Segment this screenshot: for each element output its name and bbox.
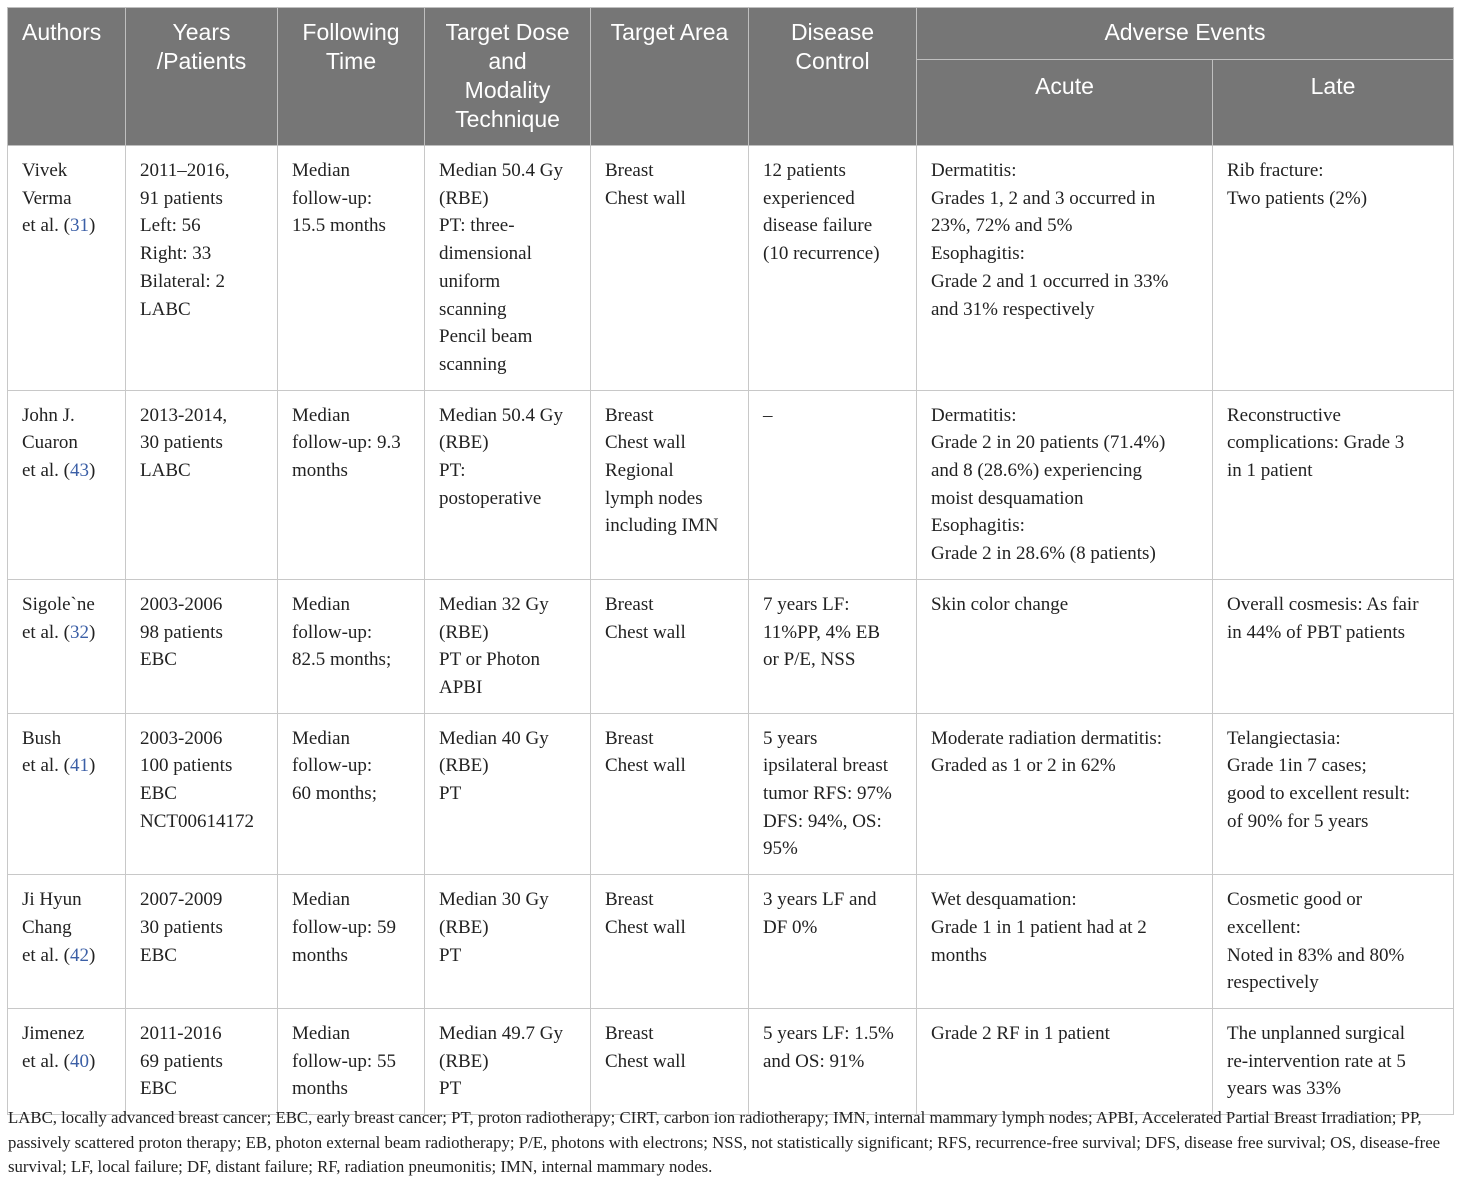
following-text-line: Median	[292, 889, 351, 911]
table-header	[8, 8, 1454, 146]
cell-acute	[917, 390, 1213, 579]
cell-authors	[8, 713, 126, 875]
cell-area	[591, 875, 749, 1009]
dose-text-line: PT:	[439, 460, 466, 482]
header-following-time	[278, 8, 425, 146]
late-text-line: Telangiectasia:	[1227, 727, 1341, 749]
following-text-line: follow-up:	[292, 621, 373, 643]
author-citation	[22, 942, 117, 970]
cell-authors	[8, 579, 126, 713]
author-name-line: Cuaron	[22, 432, 78, 454]
late-text-line: in 1 patient	[1227, 460, 1313, 482]
control-text-line: 95%	[763, 838, 798, 860]
cell-years	[126, 713, 278, 875]
author-citation	[22, 752, 117, 780]
area-text-line: Breast	[605, 889, 654, 911]
cell-following	[278, 390, 425, 579]
dose-text-line: (RBE)	[439, 916, 489, 938]
acute-text-line: Grade 1 in 1 patient had at 2	[931, 916, 1147, 938]
header-dose-line-1: Target Dose	[445, 19, 570, 45]
cell-control	[749, 146, 917, 391]
cell-authors	[8, 875, 126, 1009]
header-dose-line-3: Modality	[464, 77, 551, 103]
cell-following	[278, 1008, 425, 1114]
dose-text-line: APBI	[439, 676, 483, 698]
author-name-line: Sigole`ne	[22, 593, 95, 615]
area-text-line: Chest wall	[605, 432, 686, 454]
control-text-line: DFS: 94%, OS:	[763, 810, 882, 832]
etal-text: et al. (	[22, 215, 71, 237]
dose-text-line: (RBE)	[439, 187, 489, 209]
dose-text-line: PT	[439, 1078, 462, 1100]
header-acute: Acute	[917, 60, 1213, 146]
years-text-line: 30 patients	[140, 432, 223, 454]
following-text-line: Median	[292, 593, 351, 615]
control-text-line: 3 years LF and	[763, 889, 877, 911]
years-text-line: 100 patients	[140, 755, 233, 777]
table-footnote: LABC, locally advanced breast cancer; EBC, early breast cancer; PT, proton radiotherapy; CIRT, carbon ion radiotherapy; IMN, internal mammary lymph nodes; APBI, Accelerated Partial Breast Irradiation; PP, passively scattered proton therapy; EB, photon external beam radiotherapy; P/E, photons with electrons; NSS, not statistically significant; RFS, recurrence-free survival; DFS, disease free survival; OS, disease-free survival; LF, local failure; DF, distant failure; RF, radiation pneumonitis; IMN, internal mammary nodes.	[8, 1108, 1441, 1177]
dose-text-line: PT	[439, 783, 462, 805]
area-text-line: Chest wall	[605, 916, 686, 938]
following-text-line: months	[292, 460, 348, 482]
following-text-line: Median	[292, 727, 351, 749]
dose-text-line: uniform	[439, 270, 501, 292]
cell-dose	[425, 875, 591, 1009]
control-text-line: and OS: 91%	[763, 1050, 865, 1072]
table-container	[7, 7, 1453, 1115]
cell-authors	[8, 146, 126, 391]
years-text-line: EBC	[140, 783, 177, 805]
dose-text-line: (RBE)	[439, 621, 489, 643]
acute-text-line: Grade 2 in 28.6% (8 patients)	[931, 543, 1156, 565]
dose-text-line: (RBE)	[439, 432, 489, 454]
following-text-line: 60 months;	[292, 783, 377, 805]
dose-text-line: PT	[439, 944, 462, 966]
dose-text-line: PT: three-	[439, 215, 515, 237]
late-text-line: re-intervention rate at 5	[1227, 1050, 1406, 1072]
years-text-line: 2013-2014,	[140, 404, 228, 426]
table-row	[8, 579, 1454, 713]
etal-close: )	[89, 215, 96, 237]
late-text-line: excellent:	[1227, 916, 1301, 938]
cell-dose	[425, 1008, 591, 1114]
control-text-line: 12 patients	[763, 160, 846, 181]
author-name-line: Chang	[22, 916, 72, 938]
cell-years	[126, 390, 278, 579]
late-text-line: in 44% of PBT patients	[1227, 621, 1406, 643]
dose-text-line: scanning	[439, 353, 507, 375]
acute-text-line: months	[931, 944, 987, 966]
dose-text-line: Median 49.7 Gy	[439, 1022, 564, 1044]
years-text-line: 2011-2016	[140, 1022, 222, 1044]
control-text-line: 11%PP, 4% EB	[763, 621, 881, 643]
header-following-line: Following	[302, 19, 400, 45]
cell-area	[591, 390, 749, 579]
dose-text-line: Pencil beam	[439, 326, 533, 348]
cell-following	[278, 713, 425, 875]
header-target-area: Target Area	[591, 8, 749, 146]
etal-text: et al. (	[22, 1050, 71, 1072]
following-text-line: follow-up: 59	[292, 916, 396, 938]
years-text-line: 91 patients	[140, 187, 223, 209]
cell-control	[749, 1008, 917, 1114]
area-text-line: Breast	[605, 404, 654, 426]
cell-late	[1213, 390, 1454, 579]
cell-acute	[917, 713, 1213, 875]
cell-following	[278, 146, 425, 391]
years-text-line: EBC	[140, 944, 177, 966]
etal-close: )	[89, 621, 96, 643]
dose-text-line: scanning	[439, 298, 507, 320]
following-text-line: Median	[292, 404, 351, 426]
table-row	[8, 146, 1454, 391]
late-text-line: Overall cosmesis: As fair	[1227, 593, 1419, 615]
area-text-line: Chest wall	[605, 1050, 686, 1072]
acute-text-line: Esophagitis:	[931, 515, 1025, 537]
control-text-line: tumor RFS: 97%	[763, 783, 892, 805]
dose-text-line: dimensional	[439, 243, 532, 265]
cell-acute	[917, 579, 1213, 713]
dose-text-line: Median 50.4 Gy	[439, 404, 564, 426]
author-name-line: Verma	[22, 187, 72, 209]
acute-text-line: Grade 2 RF in 1 patient	[931, 1022, 1110, 1044]
reference-link[interactable]: 40	[70, 1050, 90, 1072]
years-text-line: 69 patients	[140, 1050, 223, 1072]
cell-years	[126, 875, 278, 1009]
cell-control	[749, 579, 917, 713]
acute-text-line: and 8 (28.6%) experiencing	[931, 460, 1143, 482]
cell-late	[1213, 713, 1454, 875]
control-text-line: DF 0%	[763, 916, 818, 938]
etal-text: et al. (	[22, 944, 71, 966]
late-text-line: years was 33%	[1227, 1078, 1341, 1100]
reference-link[interactable]: 32	[70, 621, 90, 643]
following-text-line: months	[292, 944, 348, 966]
following-text-line: follow-up:	[292, 755, 373, 777]
area-text-line: including IMN	[605, 515, 719, 537]
etal-text: et al. (	[22, 460, 71, 482]
reference-link[interactable]: 41	[70, 755, 90, 777]
cell-area	[591, 1008, 749, 1114]
control-text-line: or P/E, NSS	[763, 649, 856, 671]
header-control-line: Control	[795, 48, 870, 74]
header-years-patients	[126, 8, 278, 146]
header-late: Late	[1213, 60, 1454, 146]
control-text-line: experienced	[763, 187, 855, 209]
following-text-line: months	[292, 1078, 348, 1100]
following-text-line: Median	[292, 1022, 351, 1044]
years-text-line: Left: 56	[140, 215, 201, 237]
cell-dose	[425, 579, 591, 713]
following-text-line: follow-up: 55	[292, 1050, 396, 1072]
late-text-line: Grade 1in 7 cases;	[1227, 755, 1367, 777]
header-target-dose	[425, 8, 591, 146]
years-text-line: LABC	[140, 298, 191, 320]
late-text-line: The unplanned surgical	[1227, 1022, 1405, 1044]
dose-text-line: (RBE)	[439, 1050, 489, 1072]
years-text-line: LABC	[140, 460, 191, 482]
late-text-line: of 90% for 5 years	[1227, 810, 1369, 832]
area-text-line: Breast	[605, 160, 654, 181]
cell-following	[278, 579, 425, 713]
header-authors: Authors	[8, 8, 126, 146]
dose-text-line: Median 50.4 Gy	[439, 160, 564, 181]
author-citation	[22, 619, 117, 647]
reference-link[interactable]: 31	[70, 215, 90, 237]
years-text-line: 30 patients	[140, 916, 223, 938]
years-text-line: EBC	[140, 1078, 177, 1100]
cell-dose	[425, 146, 591, 391]
acute-text-line: Grade 2 in 20 patients (71.4%)	[931, 432, 1166, 454]
years-text-line: 2007-2009	[140, 889, 223, 911]
following-text-line: 82.5 months;	[292, 649, 392, 671]
author-citation	[22, 1048, 117, 1076]
cell-late	[1213, 579, 1454, 713]
header-disease-control	[749, 8, 917, 146]
dose-text-line: Median 30 Gy	[439, 889, 549, 911]
late-text-line: Reconstructive	[1227, 404, 1341, 426]
cell-area	[591, 713, 749, 875]
control-text-line: disease failure	[763, 215, 873, 237]
area-text-line: Breast	[605, 1022, 654, 1044]
acute-text-line: Esophagitis:	[931, 243, 1025, 265]
acute-text-line: Grade 2 and 1 occurred in 33%	[931, 270, 1169, 292]
years-text-line: EBC	[140, 649, 177, 671]
following-text-line: 15.5 months	[292, 215, 386, 237]
area-text-line: Chest wall	[605, 187, 686, 209]
late-text-line: good to excellent result:	[1227, 783, 1411, 805]
cell-area	[591, 579, 749, 713]
following-text-line: follow-up: 9.3	[292, 432, 401, 454]
dose-text-line: Median 32 Gy	[439, 593, 549, 615]
cell-years	[126, 1008, 278, 1114]
acute-text-line: Dermatitis:	[931, 404, 1017, 426]
author-citation	[22, 457, 117, 485]
cell-following	[278, 875, 425, 1009]
author-name-line: Ji Hyun	[22, 889, 82, 911]
header-time-line: Time	[325, 48, 377, 74]
following-text-line: follow-up:	[292, 187, 373, 209]
dose-text-line: (RBE)	[439, 755, 489, 777]
cell-late	[1213, 875, 1454, 1009]
area-text-line: Chest wall	[605, 755, 686, 777]
header-years-line: Years	[172, 19, 231, 45]
acute-text-line: Graded as 1 or 2 in 62%	[931, 755, 1116, 777]
dose-text-line: Median 40 Gy	[439, 727, 549, 749]
cell-years	[126, 146, 278, 391]
proton-therapy-table	[7, 7, 1454, 1115]
area-text-line: Breast	[605, 727, 654, 749]
acute-text-line: Skin color change	[931, 593, 1069, 615]
author-name-line: Jimenez	[22, 1022, 85, 1044]
author-name-line: Vivek	[22, 160, 68, 181]
years-text-line: Bilateral: 2	[140, 270, 225, 292]
acute-text-line: and 31% respectively	[931, 298, 1095, 320]
late-text-line: Noted in 83% and 80%	[1227, 944, 1405, 966]
reference-link[interactable]: 42	[70, 944, 90, 966]
acute-text-line: moist desquamation	[931, 487, 1084, 509]
cell-acute	[917, 1008, 1213, 1114]
control-text-line: ipsilateral breast	[763, 755, 889, 777]
years-text-line: 98 patients	[140, 621, 223, 643]
etal-close: )	[89, 460, 96, 482]
cell-dose	[425, 713, 591, 875]
control-text-line: 5 years	[763, 727, 818, 749]
years-text-line: 2003-2006	[140, 593, 223, 615]
etal-close: )	[89, 755, 96, 777]
header-disease-line: Disease	[790, 19, 875, 45]
years-text-line: NCT00614172	[140, 810, 254, 832]
header-patients-line: /Patients	[156, 48, 247, 74]
cell-control	[749, 390, 917, 579]
header-dose-line-4: Technique	[455, 106, 560, 132]
author-name-line: Bush	[22, 727, 62, 749]
dose-text-line: PT or Photon	[439, 649, 541, 671]
table-row	[8, 1008, 1454, 1114]
cell-authors	[8, 1008, 126, 1114]
area-text-line: Breast	[605, 593, 654, 615]
cell-acute	[917, 875, 1213, 1009]
cell-dose	[425, 390, 591, 579]
late-text-line: respectively	[1227, 972, 1319, 994]
header-adverse-events: Adverse Events	[917, 8, 1454, 60]
years-text-line: 2011–2016,	[140, 160, 230, 181]
etal-text: et al. (	[22, 621, 71, 643]
cell-acute	[917, 146, 1213, 391]
acute-text-line: Dermatitis:	[931, 160, 1017, 181]
author-name-line: John J.	[22, 404, 75, 426]
etal-close: )	[89, 944, 96, 966]
late-text-line: Rib fracture:	[1227, 160, 1324, 181]
cell-authors	[8, 390, 126, 579]
acute-text-line: Moderate radiation dermatitis:	[931, 727, 1163, 749]
table-row	[8, 390, 1454, 579]
area-text-line: lymph nodes	[605, 487, 703, 509]
cell-late	[1213, 1008, 1454, 1114]
control-text-line: 7 years LF:	[763, 593, 850, 615]
area-text-line: Chest wall	[605, 621, 686, 643]
late-text-line: Cosmetic good or	[1227, 889, 1363, 911]
control-text-line: (10 recurrence)	[763, 243, 880, 265]
control-text-line: 5 years LF: 1.5%	[763, 1022, 894, 1044]
late-text-line: Two patients (2%)	[1227, 187, 1368, 209]
cell-late	[1213, 146, 1454, 391]
dose-text-line: postoperative	[439, 487, 542, 509]
control-text-line: –	[763, 404, 773, 426]
years-text-line: 2003-2006	[140, 727, 223, 749]
cell-control	[749, 713, 917, 875]
header-dose-line-2: and	[488, 48, 527, 74]
table-row	[8, 713, 1454, 875]
author-citation	[22, 212, 117, 240]
etal-text: et al. (	[22, 755, 71, 777]
late-text-line: complications: Grade 3	[1227, 432, 1405, 454]
acute-text-line: 23%, 72% and 5%	[931, 215, 1073, 237]
years-text-line: Right: 33	[140, 243, 212, 265]
table-row	[8, 875, 1454, 1009]
following-text-line: Median	[292, 160, 351, 181]
cell-area	[591, 146, 749, 391]
acute-text-line: Grades 1, 2 and 3 occurred in	[931, 187, 1156, 209]
area-text-line: Regional	[605, 460, 674, 482]
acute-text-line: Wet desquamation:	[931, 889, 1077, 911]
table-body	[8, 146, 1454, 1115]
reference-link[interactable]: 43	[70, 460, 90, 482]
cell-years	[126, 579, 278, 713]
cell-control	[749, 875, 917, 1009]
etal-close: )	[89, 1050, 96, 1072]
